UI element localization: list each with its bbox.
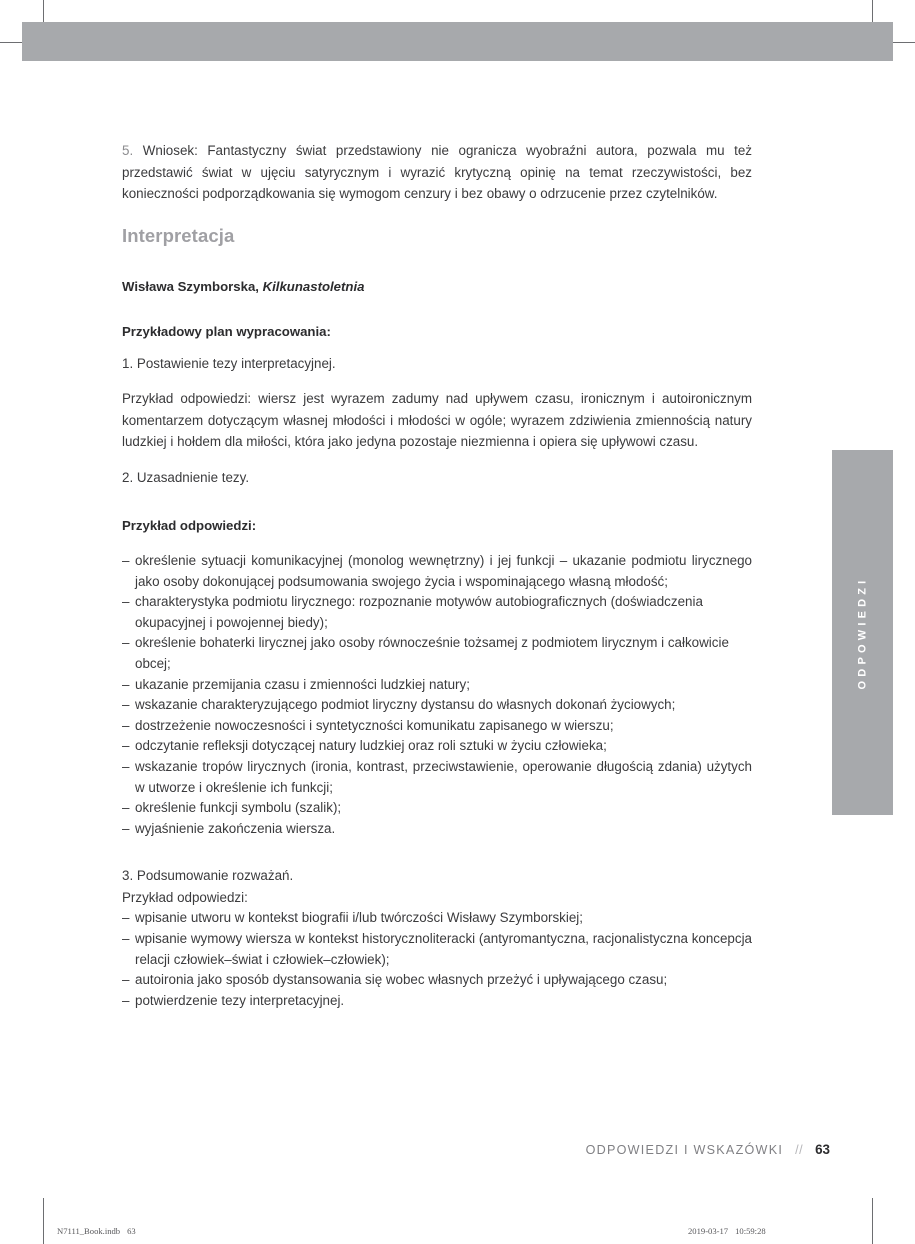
running-footer xyxy=(122,1142,830,1157)
work-reference xyxy=(122,279,752,294)
list-item: – określenie funkcji symbolu (szalik); xyxy=(122,798,752,819)
work-author: Wisława Szymborska, xyxy=(122,278,263,294)
page-top-banner xyxy=(22,22,893,61)
list-item: – określenie bohaterki lirycznej jako osoby równocześnie tożsamej z podmiotem lirycznym i całkowicie obcej; xyxy=(122,633,752,674)
spacer-1 xyxy=(122,294,752,324)
print-slug-page: 63 xyxy=(127,1226,136,1236)
plan-point-3-answer-heading: Przykład odpowiedzi: xyxy=(122,889,248,905)
work-title: Kilkunastoletnia xyxy=(262,278,365,294)
list-item: – wskazanie tropów lirycznych (ironia, kontrast, przeciwstawienie, operowanie długością zdania) użytych w utworze i określenie ich funkcji; xyxy=(122,757,752,798)
list-item: – wpisanie wymowy wiersza w kontekst historycznoliteracki (antyromantyczna, racjonalistyczna koncepcja relacji człowiek–świat i człowiek–człowiek); xyxy=(122,929,752,970)
heading-spacer xyxy=(122,247,752,279)
list-item: – odczytanie refleksji dotyczącej natury ludzkiej oraz roli sztuki w życiu człowieka; xyxy=(122,736,752,757)
answer-item-list xyxy=(122,551,752,839)
plan-point-2: 2. Uzasadnienie tezy. xyxy=(122,469,250,485)
spacer-7 xyxy=(122,839,752,865)
running-footer-title: ODPOWIEDZI I WSKAZÓWKI xyxy=(585,1143,784,1157)
list-item: – charakterystyka podmiotu lirycznego: rozpoznanie motywów autobiograficznych (doświadczenia okupacyjnej i powojennej biedy); xyxy=(122,592,752,633)
list-item: – ukazanie przemijania czasu i zmienności ludzkiej natury; xyxy=(122,675,752,696)
crop-mark-top-right-vertical xyxy=(872,0,873,22)
spacer-2 xyxy=(122,339,752,353)
section-index-tab-label: ODPOWIEDZI xyxy=(856,576,869,689)
crop-mark-bottom-right-vertical xyxy=(872,1198,873,1244)
crop-mark-top-left-vertical xyxy=(43,0,44,22)
spacer-5 xyxy=(122,488,752,518)
list-item: – dostrzeżenie nowoczesności i syntetyczności komunikatu zapisanego w wierszu; xyxy=(122,716,752,737)
list-item: – wskazanie charakteryzującego podmiot liryczny dystansu do własnych dokonań życiowych; xyxy=(122,695,752,716)
crop-mark-top-left-horizontal xyxy=(0,42,22,43)
summary-item-list xyxy=(122,908,752,1011)
spacer-6 xyxy=(122,533,752,551)
print-slug-time: 10:59:28 xyxy=(735,1226,766,1236)
list-item: – autoironia jako sposób dystansowania się wobec własnych przeżyć i upływającego czasu; xyxy=(122,970,752,991)
crop-mark-bottom-left-vertical xyxy=(43,1198,44,1244)
plan-point-3: 3. Podsumowanie rozważań. xyxy=(122,868,294,884)
page-content xyxy=(122,140,752,1011)
plan-point-1: 1. Postawienie tezy interpretacyjnej. xyxy=(122,355,336,371)
list-item: – określenie sytuacji komunikacyjnej (monolog wewnętrzny) i jej funkcji – ukazanie podmiotu lirycznego jako osoby dokonującej podsumowania swojego życia i wspominającego własną młodość; xyxy=(122,551,752,592)
spacer-3 xyxy=(122,374,752,388)
plan-point-1-answer: Przykład odpowiedzi: wiersz jest wyrazem zadumy nad upływem czasu, ironicznym i autoironicznym komentarzem dotyczącym własnej młodości i młodości w ogóle; wyrazem zdziwienia zmiennością natury ludzkiej i hołdem dla miłości, która jako jedyna pozostaje niezmienna i opiera się upływowi czasu. xyxy=(122,391,752,449)
list-item: – wpisanie utworu w kontekst biografii i/lub twórczości Wisławy Szymborskiej; xyxy=(122,908,752,929)
conclusion-number: 5. xyxy=(122,143,134,158)
print-slug-right xyxy=(688,1226,766,1236)
crop-mark-top-right-horizontal xyxy=(893,42,915,43)
page-number: 63 xyxy=(815,1142,830,1157)
conclusion-paragraph xyxy=(122,140,752,205)
page-title: Interpretacja xyxy=(122,224,235,246)
spacer-4 xyxy=(122,453,752,467)
running-footer-separator: // xyxy=(795,1143,804,1157)
print-slug-filename: N7111_Book.indb xyxy=(57,1226,121,1236)
print-slug-left xyxy=(57,1226,136,1236)
list-item: – wyjaśnienie zakończenia wiersza. xyxy=(122,819,752,840)
plan-heading: Przykładowy plan wypracowania: xyxy=(122,323,331,339)
conclusion-text: Wniosek: Fantastyczny świat przedstawiony nie ogranicza wyobraźni autora, pozwala mu też przedstawić świat w ujęciu satyrycznym i wyrazić krytyczną opinię na temat rzeczywistości, bez konieczności podporządkowania się wymogom cenzury i bez obawy o odrzucenie przez czytelników. xyxy=(122,143,752,201)
section-index-tab xyxy=(832,450,893,815)
print-slug-date: 2019-03-17 xyxy=(688,1226,729,1236)
list-item: – potwierdzenie tezy interpretacyjnej. xyxy=(122,991,752,1012)
answer-heading: Przykład odpowiedzi: xyxy=(122,518,257,533)
